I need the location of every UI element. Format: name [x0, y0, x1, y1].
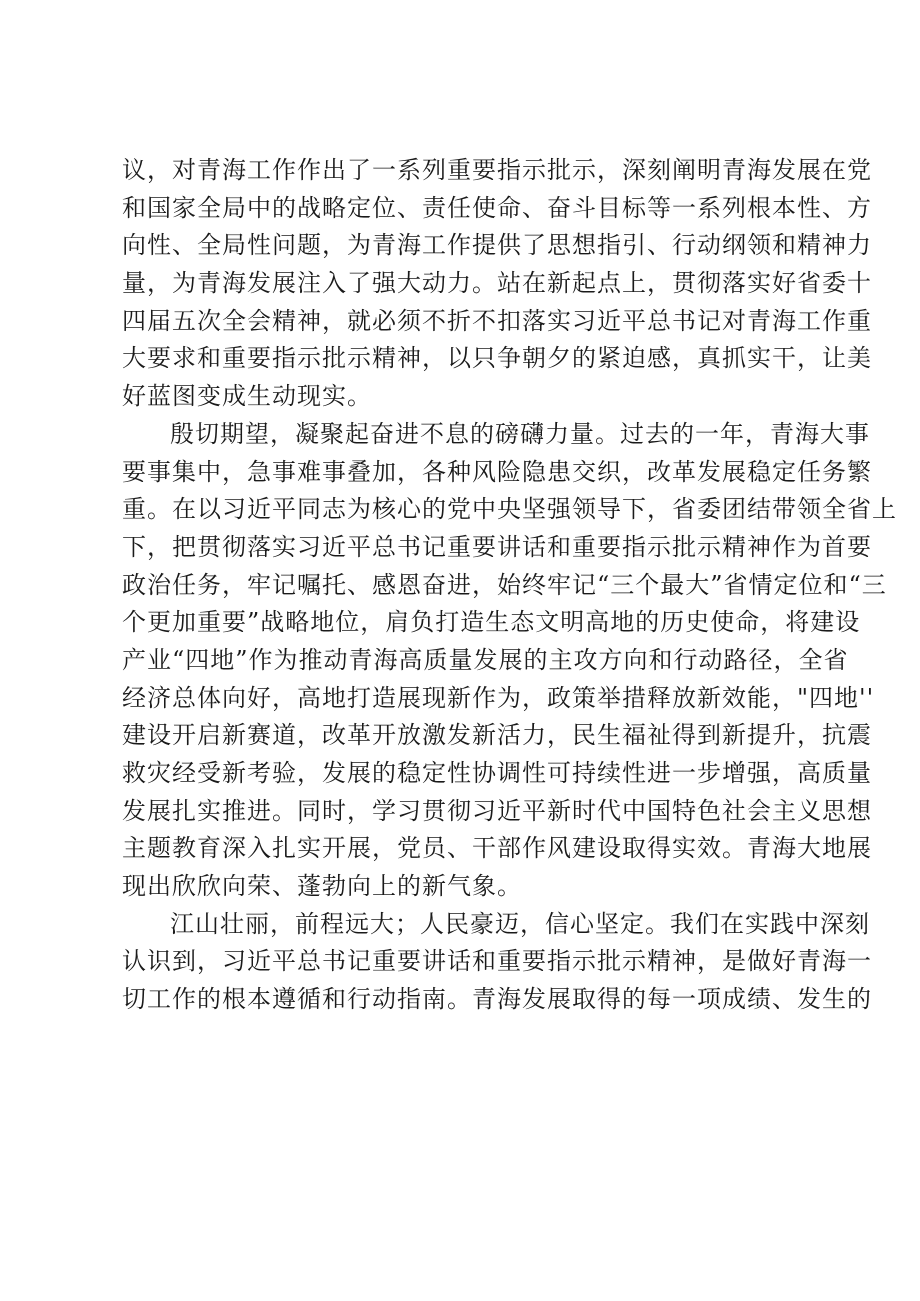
text-line: 主题教育深入扎实开展，党员、干部作风建设取得实效。青海大地展 — [122, 834, 872, 863]
text-line: 认识到，习近平总书记重要讲话和重要指示批示精神，是做好青海一 — [122, 947, 872, 976]
text-line: 个更加重要”战略地位，肩负打造生态文明高地的历史使命，将建设 — [122, 608, 861, 637]
text-line: 下，把贯彻落实习近平总书记重要讲话和重要指示批示精神作为首要 — [122, 532, 872, 561]
text-line: 四届五次全会精神，就必须不折不扣落实习近平总书记对青海工作重 — [122, 306, 872, 335]
text-line: 江山壮丽，前程远大；人民豪迈，信心坚定。我们在实践中深刻 — [170, 909, 870, 938]
paragraph-1 — [122, 152, 872, 416]
paragraph-3 — [122, 906, 872, 1019]
text-line: 向性、全局性问题，为青海工作提供了思想指引、行动纲领和精神力 — [122, 231, 872, 260]
text-line: 量，为青海发展注入了强大动力。站在新起点上，贯彻落实好省委十 — [122, 269, 872, 298]
text-line: 建设开启新赛道，改革开放激发新活力，民生福祉得到新提升，抗震 — [122, 721, 872, 750]
text-line: 好蓝图变成生动现实。 — [122, 382, 372, 411]
body-text — [122, 152, 897, 1019]
text-line: 发展扎实推进。同时，学习贯彻习近平新时代中国特色社会主义思想 — [122, 796, 872, 825]
text-line: 大要求和重要指示批示精神，以只争朝夕的紧迫感，真抓实干，让美 — [122, 344, 872, 373]
text-line: 议，对青海工作作出了一系列重要指示批示，深刻阐明青海发展在党 — [122, 156, 872, 184]
text-line: 殷切期望，凝聚起奋进不息的磅礴力量。过去的一年，青海大事 — [170, 419, 870, 448]
paragraph-2 — [122, 416, 897, 906]
text-line: 和国家全局中的战略定位、责任使命、奋斗目标等一系列根本性、方 — [122, 193, 872, 222]
text-line: 政治任务，牢记嘱托、感恩奋进，始终牢记“三个最大”省情定位和“三 — [122, 570, 887, 599]
text-line: 切工作的根本遵循和行动指南。青海发展取得的每一项成绩、发生的 — [122, 985, 872, 1014]
text-line: 重。在以习近平同志为核心的党中央坚强领导下，省委团结带领全省上 — [122, 495, 897, 524]
text-line: 救灾经受新考验，发展的稳定性协调性可持续性进一步增强，高质量 — [122, 759, 872, 787]
text-line: 产业“四地”作为推动青海高质量发展的主攻方向和行动路径，全省 — [122, 645, 849, 674]
text-line: 经济总体向好，高地打造展现新作为，政策举措释放新效能，"四地'' — [122, 683, 875, 712]
text-line: 要事集中，急事难事叠加，各种风险隐患交织，改革发展稳定任务繁 — [122, 457, 872, 486]
text-line: 现出欣欣向荣、蓬勃向上的新气象。 — [122, 872, 522, 901]
